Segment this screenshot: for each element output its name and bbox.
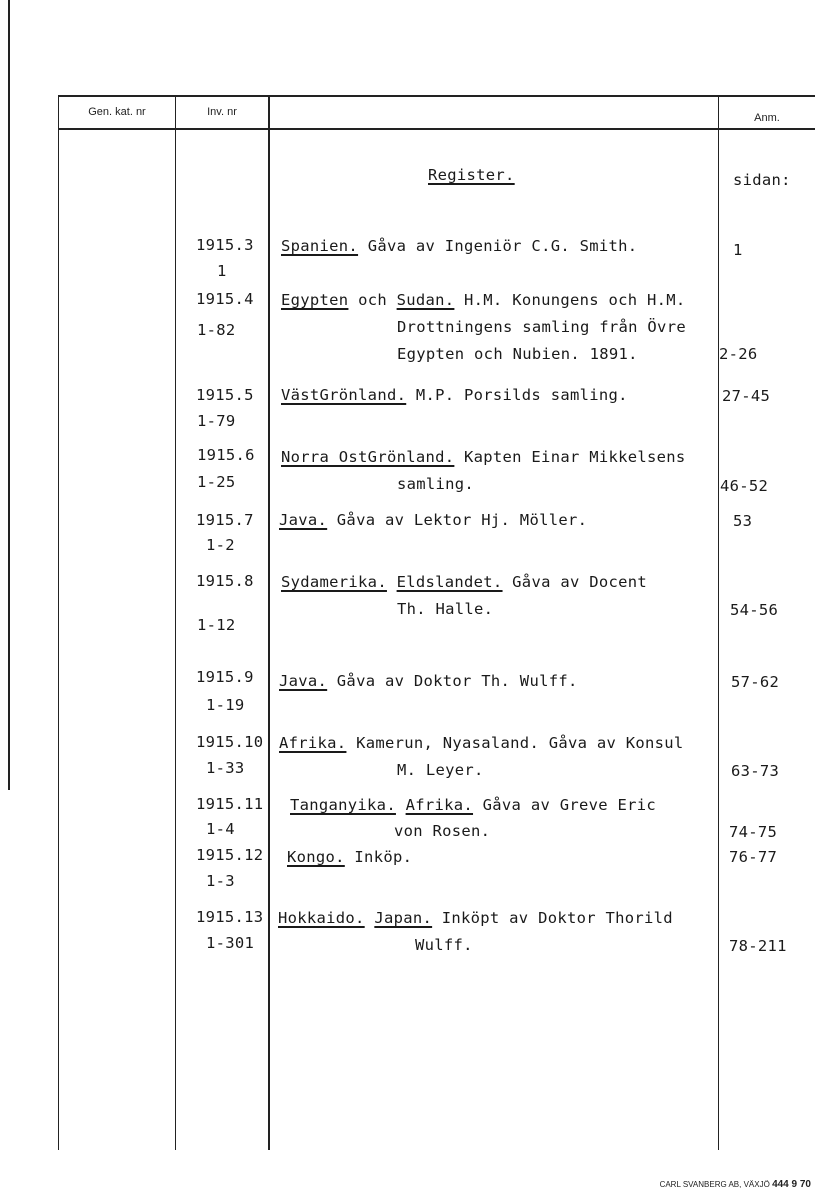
object-range: 1-25 — [197, 473, 236, 491]
inv-number: 1915.4 — [196, 290, 254, 308]
entry-text: Inköpt av Doktor Thorild — [432, 909, 673, 927]
entry-text: Kamerun, Nyasaland. Gåva av Konsul — [346, 734, 684, 752]
inv-number: 1915.10 — [196, 733, 264, 751]
place-name: Afrika. — [279, 734, 347, 752]
inv-number: 1915.11 — [196, 795, 264, 813]
form-number: 444 9 70 — [772, 1179, 811, 1190]
header-bottom-rule — [58, 128, 815, 130]
object-range: 1-19 — [206, 696, 245, 714]
entry-description-line — [279, 511, 587, 529]
entry-text — [365, 909, 375, 927]
object-range: 1-301 — [206, 934, 255, 952]
entry-text: H.M. Konungens och H.M. — [454, 291, 686, 309]
page-range: 46-52 — [720, 477, 769, 495]
register-title: Register. — [428, 166, 515, 184]
entry-text — [387, 573, 397, 591]
object-range: 1-33 — [206, 759, 245, 777]
column-rule-4 — [718, 95, 719, 1150]
page-range: 1 — [733, 241, 743, 259]
inv-number: 1915.3 — [196, 236, 254, 254]
entry-text: Gåva av Greve Eric — [473, 796, 657, 814]
entry-text: Gåva av Lektor Hj. Möller. — [327, 511, 588, 529]
inv-number: 1915.9 — [196, 668, 254, 686]
place-name: Egypten — [281, 291, 349, 309]
object-range: 1-4 — [206, 820, 235, 838]
pages-column-header: sidan: — [733, 171, 791, 189]
entry-description-line — [281, 386, 628, 404]
entry-text: Kapten Einar Mikkelsens — [454, 448, 686, 466]
page-range: 53 — [733, 512, 753, 530]
entry-description-line — [279, 734, 684, 752]
page-range: 78-211 — [729, 937, 787, 955]
entry-description-line — [281, 448, 686, 466]
column-rule-2 — [175, 95, 176, 1150]
place-name: Java. — [279, 511, 328, 529]
page-range: 57-62 — [731, 673, 780, 691]
place-name: Hokkaido. — [278, 909, 365, 927]
inv-number: 1915.13 — [196, 908, 264, 926]
object-range: 1-2 — [206, 536, 235, 554]
entry-description-line — [281, 291, 686, 309]
entry-text: Th. Halle. — [397, 600, 494, 618]
page-edge-rule — [8, 0, 10, 790]
place-name: Spanien. — [281, 237, 359, 255]
printer-name: CARL SVANBERG AB, VÄXJÖ — [659, 1180, 770, 1189]
entry-description-line — [397, 345, 638, 363]
place-name: VästGrönland. — [281, 386, 407, 404]
entry-text: Gåva av Ingeniör C.G. Smith. — [358, 237, 638, 255]
page-range: 63-73 — [731, 762, 780, 780]
inv-number: 1915.12 — [196, 846, 264, 864]
page-range: 54-56 — [730, 601, 779, 619]
page-range: 2-26 — [719, 345, 758, 363]
inv-number: 1915.5 — [196, 386, 254, 404]
inv-number: 1915.6 — [197, 446, 255, 464]
entry-description-line — [415, 936, 473, 954]
entry-description-line — [394, 822, 490, 840]
place-name: Afrika. — [405, 796, 474, 814]
page-range: 76-77 — [729, 848, 778, 866]
column-rule-3 — [268, 95, 270, 1150]
entry-description-line — [397, 475, 474, 493]
entry-description-line — [279, 672, 578, 690]
entry-text: von Rosen. — [394, 822, 491, 840]
entry-text: Gåva av Docent — [502, 573, 648, 591]
entry-text: M. Leyer. — [397, 761, 484, 779]
object-range: 1-79 — [197, 412, 236, 430]
entry-description-line — [281, 237, 637, 255]
place-name: Sydamerika. — [281, 573, 387, 591]
object-range: 1-12 — [197, 616, 236, 634]
entry-text: och — [348, 291, 397, 309]
entry-text: Drottningens samling från Övre — [397, 318, 686, 336]
place-name: Java. — [279, 672, 328, 690]
entry-description-line — [397, 761, 484, 779]
object-range: 1-3 — [206, 872, 235, 890]
entry-text: Gåva av Doktor Th. Wulff. — [327, 672, 578, 690]
place-name: Sudan. — [396, 291, 455, 309]
page-range: 74-75 — [729, 823, 778, 841]
inv-number: 1915.8 — [196, 572, 254, 590]
place-name: Kongo. — [287, 848, 345, 866]
header-inv-nr: Inv. nr — [207, 106, 237, 118]
entry-text: Wulff. — [415, 936, 473, 954]
printer-imprint — [660, 1179, 811, 1190]
entry-description-line — [287, 848, 412, 866]
entry-text: M.P. Porsilds samling. — [406, 386, 628, 404]
entry-description-line — [281, 573, 647, 591]
place-name: Eldslandet. — [396, 573, 503, 591]
header-gen-kat-nr: Gen. kat. nr — [88, 106, 146, 118]
place-name: Japan. — [374, 909, 433, 927]
entry-text — [396, 796, 406, 814]
place-name: Tanganyika. — [290, 796, 396, 814]
header-anm: Anm. — [754, 112, 780, 124]
entry-description-line — [290, 796, 656, 814]
entry-text: samling. — [397, 475, 475, 493]
entry-text: Egypten och Nubien. 1891. — [397, 345, 638, 363]
page-range: 27-45 — [722, 387, 771, 405]
entry-text: Inköp. — [344, 848, 413, 866]
object-range: 1 — [217, 262, 227, 280]
inv-number: 1915.7 — [196, 511, 254, 529]
column-rule-1 — [58, 95, 59, 1150]
place-name: Norra OstGrönland. — [281, 448, 455, 466]
entry-description-line — [397, 600, 493, 618]
entry-description-line — [397, 318, 686, 336]
object-range: 1-82 — [197, 321, 236, 339]
entry-description-line — [278, 909, 673, 927]
